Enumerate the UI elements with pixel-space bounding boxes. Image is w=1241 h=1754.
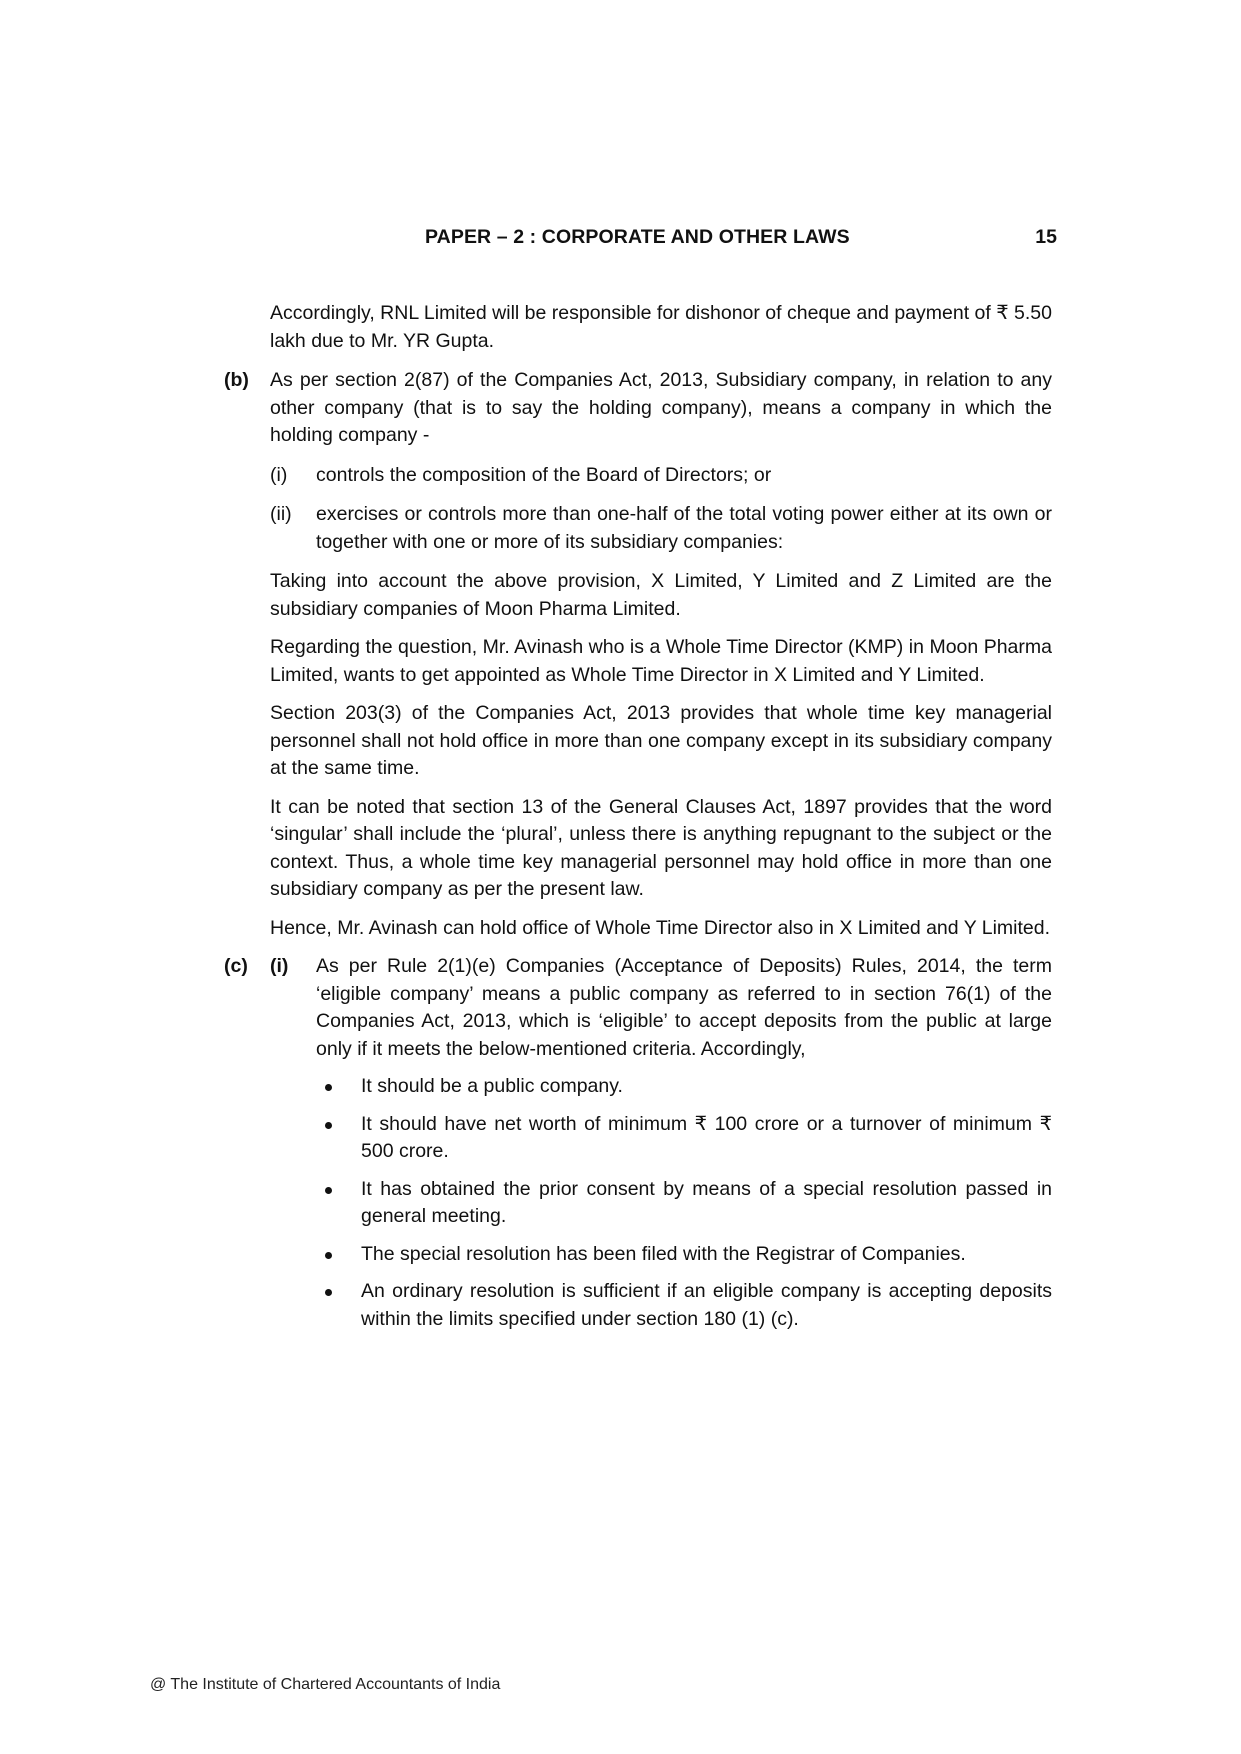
bullet-text: It should be a public company. (361, 1075, 623, 1097)
section-b-label: (b) (224, 369, 249, 391)
paragraph: Section 203(3) of the Companies Act, 2013 provides that whole time key managerial personnel shall not hold office in more than one company except in its subsidiary company at the same time. (270, 702, 1052, 779)
paragraph: Taking into account the above provision, X Limited, Y Limited and Z Limited are the subsidiary companies of Moon Pharma Limited. (270, 570, 1052, 620)
section-c-label: (c) (224, 955, 248, 977)
list-item-text: controls the composition of the Board of Directors; or (316, 463, 772, 486)
bullet-item (316, 1241, 1052, 1269)
bullet-icon (316, 1241, 361, 1269)
paragraph: Regarding the question, Mr. Avinash who is a Whole Time Director (KMP) in Moon Pharma Limited, wants to get appointed as Whole Time Director in X Limited and Y Limited. (270, 636, 1052, 686)
section-b (224, 367, 1052, 450)
document-body (224, 300, 1052, 1333)
section-b-text: As per section 2(87) of the Companies Act, 2013, Subsidiary company, in relation to any other company (that is to say the holding company), means a company in which the holding company - (270, 369, 1052, 446)
paragraph: Hence, Mr. Avinash can hold office of Whole Time Director also in X Limited and Y Limited. (270, 916, 1051, 939)
list-item (270, 462, 1052, 490)
bullet-text: It has obtained the prior consent by means of a special resolution passed in general meeting. (361, 1177, 1052, 1227)
bullet-text: The special resolution has been filed with the Registrar of Companies. (361, 1242, 966, 1265)
paragraph: It can be noted that section 13 of the General Clauses Act, 1897 provides that the word ‘singular’ shall include the ‘plural’, unless there is anything repugnant to the subject or the context. Thus, a whole time key managerial personnel may hold office in more than one subsidiary company as per the present law. (270, 795, 1052, 900)
bullet-item (316, 1073, 1052, 1101)
page-header (0, 226, 1241, 252)
bullet-item (316, 1111, 1052, 1166)
bullet-text: It should have net worth of minimum ₹ 100 crore or a turnover of minimum ₹ 500 crore. (361, 1112, 1052, 1162)
section-c-sub-label: (i) (270, 955, 289, 977)
list-item-label: (i) (270, 463, 288, 486)
intro-paragraph: Accordingly, RNL Limited will be responsible for dishonor of cheque and payment of ₹ 5.50 lakh due to Mr. YR Gupta. (270, 302, 1052, 352)
list-item-text: exercises or controls more than one-half of the total voting power either at its own or together with one or more of its subsidiary companies: (316, 503, 1052, 553)
bullet-text: An ordinary resolution is sufficient if an eligible company is accepting deposits within the limits specified under section 180 (1) (c). (361, 1280, 1052, 1330)
page-footer: @ The Institute of Chartered Accountants of India (150, 1676, 501, 1693)
bullet-item (316, 1176, 1052, 1231)
page-number: 15 (1035, 226, 1057, 248)
section-c-text: As per Rule 2(1)(e) Companies (Acceptance of Deposits) Rules, 2014, the term ‘eligible company’ means a public company as referred to in section 76(1) of the Companies Act, 2013, which is ‘eligible’ to accept deposits from the public at large only if it meets the below-mentioned criteria. Accordingly, (316, 955, 1052, 1060)
bullet-icon (316, 1176, 361, 1231)
bullet-icon (316, 1073, 361, 1101)
bullet-icon (316, 1111, 361, 1166)
header-title: PAPER – 2 : CORPORATE AND OTHER LAWS (425, 226, 850, 248)
list-item-label: (ii) (270, 503, 292, 525)
list-item (270, 501, 1052, 556)
bullet-icon (316, 1278, 361, 1333)
section-c (224, 953, 1052, 1063)
bullet-item (316, 1278, 1052, 1333)
criteria-list (316, 1073, 1052, 1333)
